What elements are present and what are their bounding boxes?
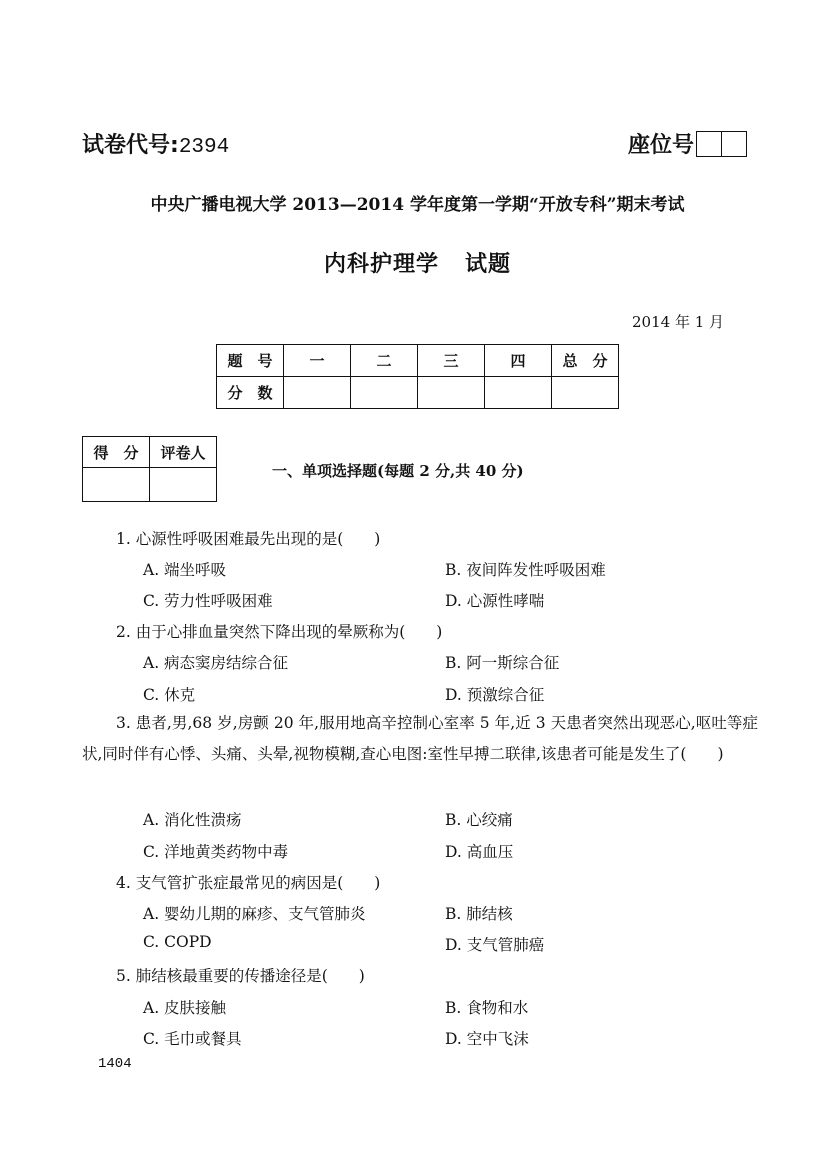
subject-name: 内科护理学 — [323, 251, 439, 277]
score-input-cell — [485, 377, 552, 409]
grader-table-blank-row — [83, 468, 217, 502]
question-option: D. 预激综合征 — [445, 686, 545, 704]
question-stem: 3. 患者,男,68 岁,房颤 20 年,服用地高辛控制心室率 5 年,近 3 天患者突然出现恶心,呕吐等症状,同时伴有心悸、头痛、头晕,视物模糊,查心电图:室性早搏二联律,该患者可能是发生了( ) — [82, 714, 758, 763]
score-table-cell: 总 分 — [552, 345, 619, 377]
seat-number-field — [628, 128, 747, 159]
paper-code-label: 试卷代号: — [82, 133, 179, 158]
exam-heading: 中央广播电视大学 2013—2014 学年度第一学期“开放专科”期末考试 — [150, 195, 685, 215]
question-option: A. 婴幼儿期的麻疹、支气管肺炎 — [143, 905, 366, 923]
question-stem: 4. 支气管扩张症最常见的病因是( ) — [116, 874, 381, 892]
question-option: C. 劳力性呼吸困难 — [143, 592, 273, 610]
grader-table-cell: 评卷人 — [150, 437, 217, 468]
score-input-cell — [351, 377, 418, 409]
score-table-cell: 四 — [485, 345, 552, 377]
question-option: C. COPD — [143, 933, 212, 951]
question-option: B. 肺结核 — [445, 905, 513, 923]
score-table-cell: 三 — [418, 345, 485, 377]
question-option: B. 阿一斯综合征 — [445, 654, 560, 672]
question-option: A. 端坐呼吸 — [143, 561, 227, 579]
grader-table — [82, 436, 217, 502]
exam-date: 2014 年 1 月 — [632, 313, 725, 331]
question-option: D. 高血压 — [445, 843, 514, 861]
score-table-cell: 一 — [284, 345, 351, 377]
question-stem: 1. 心源性呼吸困难最先出现的是( ) — [116, 530, 381, 548]
question-option: B. 夜间阵发性呼吸困难 — [445, 561, 606, 579]
score-table — [216, 344, 619, 409]
score-input-cell — [418, 377, 485, 409]
question-option: D. 心源性哮喘 — [445, 592, 545, 610]
score-table-score-row — [217, 377, 619, 409]
question-option: A. 皮肤接触 — [143, 999, 227, 1017]
question-option: C. 毛巾或餐具 — [143, 1030, 242, 1048]
question-stem: 2. 由于心排血量突然下降出现的晕厥称为( ) — [116, 623, 443, 641]
grader-input-cell — [83, 468, 150, 502]
section-title: 一、单项选择题(每题 2 分,共 40 分) — [272, 462, 524, 480]
question-option: B. 食物和水 — [445, 999, 529, 1017]
title-suffix: 试题 — [465, 251, 512, 277]
seat-label: 座位号 — [628, 133, 695, 158]
seat-boxes — [696, 131, 747, 157]
exam-title — [0, 247, 835, 278]
score-table-cell: 二 — [351, 345, 418, 377]
score-table-cell: 题 号 — [217, 345, 284, 377]
score-input-cell — [284, 377, 351, 409]
question-option: C. 洋地黄类药物中毒 — [143, 843, 289, 861]
grader-input-cell — [150, 468, 217, 502]
question-option: A. 消化性溃疡 — [143, 811, 242, 829]
seat-box — [697, 132, 721, 156]
paper-code: 2394 — [178, 136, 230, 159]
question-option: B. 心绞痛 — [445, 811, 513, 829]
score-table-cell: 分 数 — [217, 377, 284, 409]
grader-table-cell: 得 分 — [83, 437, 150, 468]
grader-table-header-row — [83, 437, 217, 468]
question-option: A. 病态窦房结综合征 — [143, 654, 289, 672]
paper-code-line — [82, 128, 229, 159]
question-option: D. 空中飞沫 — [445, 1030, 529, 1048]
score-table-header-row — [217, 345, 619, 377]
page-number: 1404 — [98, 1056, 132, 1072]
question-option: D. 支气管肺癌 — [445, 936, 545, 954]
seat-box — [721, 132, 746, 156]
score-input-cell — [552, 377, 619, 409]
question-stem: 5. 肺结核最重要的传播途径是( ) — [116, 967, 365, 985]
question-option: C. 休克 — [143, 686, 196, 704]
